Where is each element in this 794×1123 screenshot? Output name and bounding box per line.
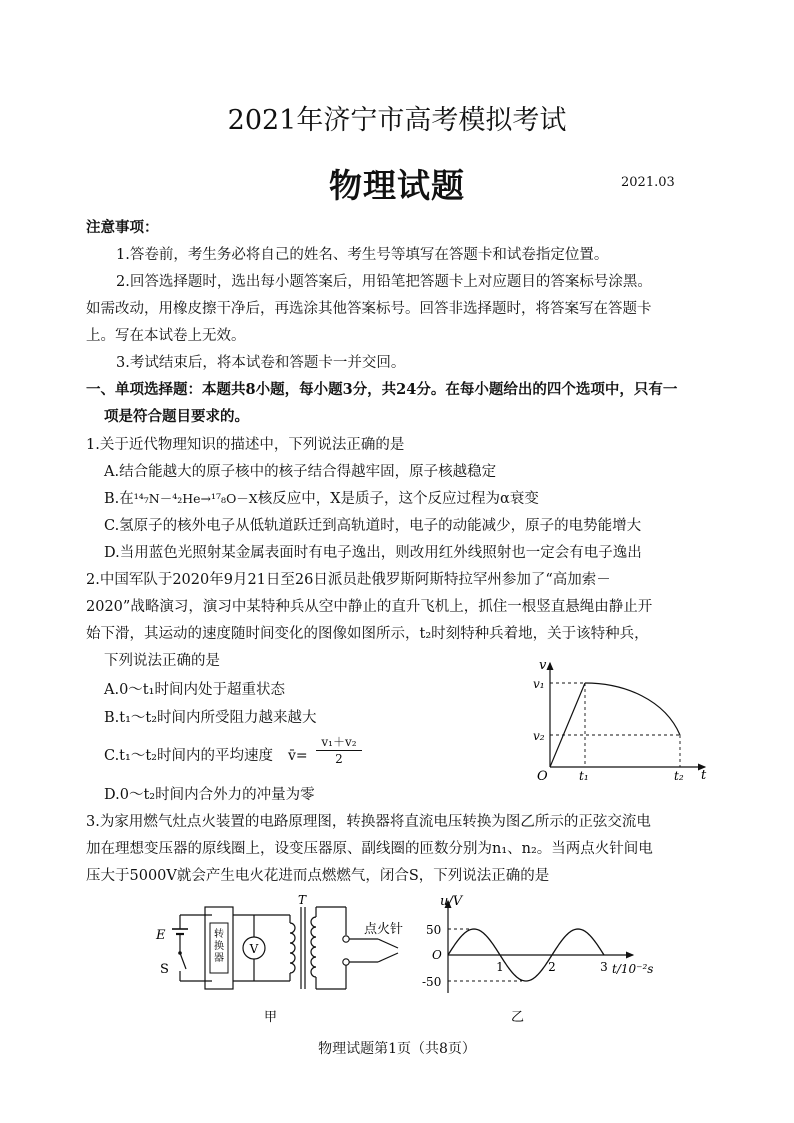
velocity-curve-decelerate: [585, 683, 680, 735]
y-tick-negative: -50: [422, 975, 442, 989]
igniter-needle-lower: [378, 953, 398, 962]
q3-stem-line-2: 加在理想变压器的原线圈上，设变压器原、副线圈的匝数分别为n₁、n₂。当两点火针间电: [86, 841, 653, 857]
converter-label: 转换器: [214, 929, 224, 964]
q3-stem-line-3: 压大于5000V就会产生电火花进而点燃燃气，闭合S，下列说法正确的是: [86, 868, 550, 884]
t2-label: t₂: [674, 769, 684, 783]
notice-item-1: 1.答卷前，考生务必将自己的姓名、考生号等填写在答题卡和试卷指定位置。: [116, 247, 609, 263]
q1-option-c: C.氢原子的核外电子从低轨道跃迁到高轨道时，电子的动能减少，原子的电势能增大: [104, 518, 642, 534]
q1-option-b-suffix: 核反应中，X是质子，这个反应过程为α衰变: [257, 491, 539, 507]
notice-item-2-line-3: 上。写在本试卷上无效。: [86, 328, 246, 344]
q2-option-b: B.t₁～t₂时间内所受阻力越来越大: [104, 710, 317, 726]
t-axis-label: t: [701, 768, 707, 783]
q2-option-c-prefix: C.t₁～t₂时间内的平均速度: [104, 748, 273, 764]
exam-date: 2021.03: [621, 175, 675, 190]
waveform-caption: 乙: [511, 1010, 525, 1025]
notice-item-3: 3.考试结束后，将本试卷和答题卡一并交回。: [116, 355, 406, 371]
q3-voltage-waveform: [418, 893, 663, 1028]
q1-option-b-prefix: B.在: [104, 491, 134, 507]
q3-stem-line-1: 3.为家用燃气灶点火装置的电路原理图，转换器将直流电压转换为图乙所示的正弦交流电: [86, 814, 651, 830]
exam-title: 2021年济宁市高考模拟考试: [227, 105, 567, 136]
q3-circuit-diagram: [150, 893, 420, 1028]
notice-heading: 注意事项：: [86, 219, 159, 236]
q2-option-a: A.0～t₁时间内处于超重状态: [104, 682, 285, 698]
q1-nuclear-equation: ¹⁴₇N－⁴₂He→¹⁷₈O－X: [133, 491, 258, 506]
t1-label: t₁: [579, 769, 589, 783]
q2-stem-line-2: 2020”战略演习，演习中某特种兵从空中静止的直升飞机上，抓住一根竖直悬绳由静止开: [86, 599, 653, 615]
secondary-coil: [311, 917, 316, 977]
v2-label: v₂: [533, 729, 545, 743]
x-tick-3: 3: [600, 960, 608, 974]
igniter-label: 点火针: [364, 922, 404, 937]
page-footer: 物理试题第1页（共8页）: [318, 1041, 476, 1057]
switch-label: S: [160, 962, 169, 977]
v-axis-label: v: [539, 658, 547, 673]
q1-option-b: [104, 489, 539, 509]
voltmeter-label: V: [249, 942, 259, 956]
wave-origin-label: O: [432, 948, 442, 962]
q2-fraction-denominator: 2: [335, 752, 343, 766]
q2-velocity-time-graph: [525, 655, 715, 785]
q1-option-a: A.结合能越大的原子核中的核子结合得越牢固，原子核越稳定: [104, 464, 497, 480]
y-tick-positive: 50: [426, 923, 442, 937]
q2-fraction-numerator: v₁＋v₂: [316, 735, 362, 751]
q1-stem: 1.关于近代物理知识的描述中，下列说法正确的是: [86, 437, 405, 453]
switch-s: [180, 953, 186, 969]
primary-coil: [290, 923, 295, 973]
q2-option-c: [104, 746, 273, 766]
velocity-segment-accelerate: [550, 683, 585, 767]
section-heading-line-2: 项是符合题目要求的。: [104, 408, 249, 425]
q1-option-d: D.当用蓝色光照射某金属表面时有电子逸出，则改用红外线照射也一定会有电子逸出: [104, 545, 642, 561]
x-tick-1: 1: [496, 960, 504, 974]
u-axis-label: u/V: [440, 894, 463, 909]
q2-stem-line-3: 始下滑，其运动的速度随时间变化的图像如图所示，t₂时刻特种兵着地，关于该特种兵，: [86, 626, 649, 642]
q2-stem-line-1: 2.中国军队于2020年9月21日至26日派员赴俄罗斯阿斯特拉罕州参加了“高加索－: [86, 572, 611, 588]
igniter-needle-upper: [378, 939, 398, 948]
circuit-caption: 甲: [264, 1010, 278, 1025]
transformer-label: T: [298, 893, 307, 907]
q2-option-d: D.0～t₂时间内合外力的冲量为零: [104, 787, 315, 803]
section-heading-line-1: 一、单项选择题：本题共8小题，每小题3分，共24分。在每小题给出的四个选项中，只有一: [86, 381, 678, 398]
graph-origin-label: O: [537, 769, 548, 784]
q2-average-velocity-symbol: v̄=: [288, 748, 308, 764]
x-tick-2: 2: [548, 960, 556, 974]
notice-item-2-line-2: 如需改动，用橡皮擦干净后，再选涂其他答案标号。回答非选择题时，将答案写在答题卡: [86, 301, 652, 317]
battery-label: E: [156, 928, 166, 943]
time-axis-label: t/10⁻²s: [612, 962, 654, 976]
subject-title: 物理试题: [329, 166, 465, 205]
q2-stem-line-4: 下列说法正确的是: [104, 653, 220, 669]
v1-label: v₁: [533, 677, 545, 691]
notice-item-2-line-1: 2.回答选择题时，选出每小题答案后，用铅笔把答题卡上对应题目的答案标号涂黑。: [116, 274, 652, 290]
